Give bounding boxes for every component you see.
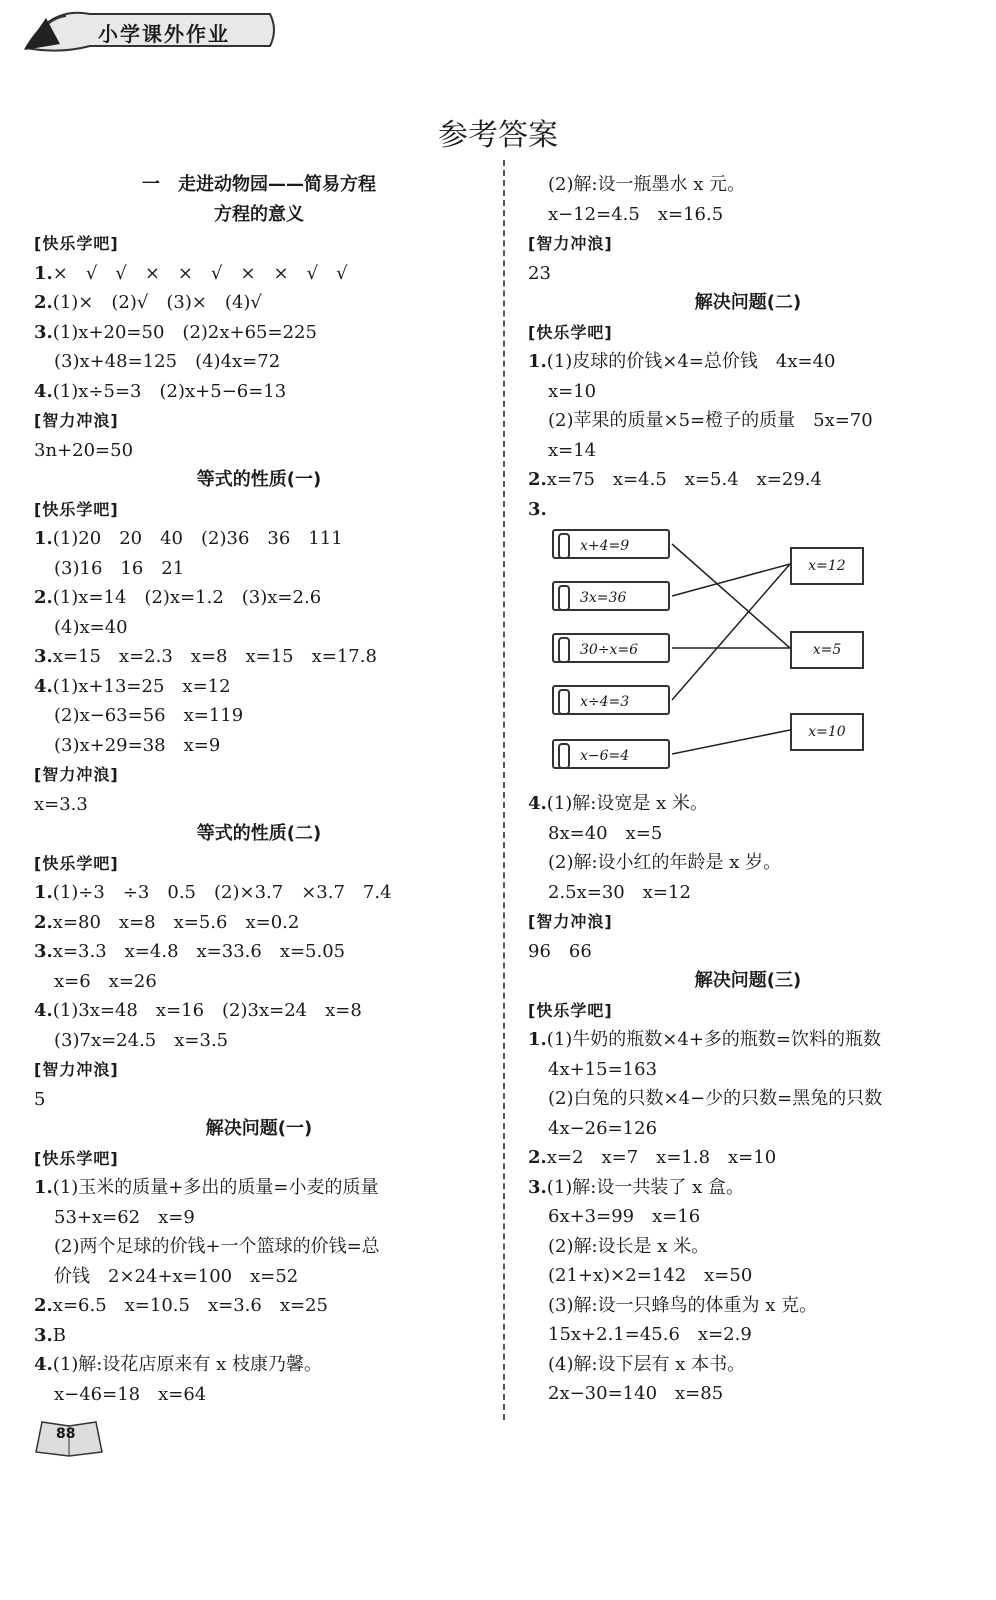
answer-text: (2)解:设长是 x 米。 [548, 1235, 710, 1257]
question-number: 4. [34, 675, 53, 697]
answer-text: (1)÷3 ÷3 0.5 (2)×3.7 ×3.7 7.4 [52, 882, 392, 903]
answer-text: (2)解:设小红的年龄是 x 岁。 [548, 852, 782, 873]
section-tag: [快乐学吧] [34, 1148, 119, 1168]
answer-text: 23 [528, 262, 551, 284]
header-title: 小学课外作业 [98, 22, 230, 46]
answer-line [528, 1261, 968, 1291]
answer-text: x=3.3 x=4.8 x=33.6 x=5.05 [52, 941, 346, 962]
answer-text: (2)白兔的只数×4−少的只数=黑兔的只数 [548, 1088, 883, 1109]
answer-text: (1)解:设宽是 x 米。 [546, 793, 708, 814]
section-tag: [快乐学吧] [34, 853, 119, 873]
section-tag: [快乐学吧] [34, 499, 119, 519]
column-divider [503, 160, 505, 1420]
equation-scroll-4: x÷4=3 [552, 685, 670, 715]
page-title: 参考答案 [438, 118, 558, 153]
answer-line [34, 613, 484, 643]
equation-scroll-1: x+4=9 [552, 529, 670, 559]
answer-text: (1)牛奶的瓶数×4+多的瓶数=饮料的瓶数 [546, 1029, 881, 1050]
question-number: 2. [34, 292, 53, 313]
question-number: 1. [528, 351, 547, 372]
answer-text: x=75 x=4.5 x=5.4 x=29.4 [546, 469, 822, 490]
answer-line [34, 1203, 484, 1233]
section-tag: [智力冲浪] [34, 411, 119, 430]
answer-text: (3)7x=24.5 x=3.5 [54, 1029, 229, 1051]
answer-line [34, 642, 484, 672]
answer-line [34, 288, 484, 318]
answer-line [528, 937, 968, 967]
section-heading: 等式的性质(一) [196, 469, 322, 490]
answer-line [528, 1379, 968, 1409]
equation-scroll-3: 30÷x=6 [552, 633, 670, 663]
answer-line [528, 170, 968, 200]
answer-text: (3)解:设一只蜂鸟的体重为 x 克。 [548, 1294, 818, 1316]
question-number: 3. [34, 321, 53, 343]
answer-line [34, 908, 484, 938]
answer-text: x=14 [548, 439, 597, 461]
answer-line [528, 789, 968, 819]
answer-line [528, 1143, 968, 1173]
answer-line [528, 1320, 968, 1350]
answer-text: (2)x−63=56 x=119 [54, 705, 244, 726]
question-number: 1. [34, 882, 53, 903]
answer-text: (1)3x=48 x=16 (2)3x=24 x=8 [52, 1000, 362, 1021]
answer-line [528, 819, 968, 849]
answer-text: (21+x)×2=142 x=50 [548, 1265, 753, 1286]
answer-line [528, 259, 968, 289]
answer-line [528, 878, 968, 908]
answer-text: 8x=40 x=5 [548, 822, 663, 844]
answer-line [34, 1085, 484, 1115]
answer-line [34, 1262, 484, 1292]
question-number: 2. [34, 1295, 53, 1316]
answer-line [34, 1380, 484, 1410]
question-number: 4. [34, 1354, 53, 1375]
answer-text: (1)× (2)√ (3)× (4)√ [52, 292, 262, 313]
question-number: 3. [528, 498, 547, 520]
answer-box-1: x=12 [790, 547, 864, 585]
answer-line [34, 377, 484, 407]
answer-text: 2x−30=140 x=85 [548, 1383, 724, 1404]
answer-text: × √ √ × × √ × × √ √ [52, 262, 348, 284]
answer-line [34, 524, 484, 554]
answer-text: (2)苹果的质量×5=橙子的质量 5x=70 [548, 410, 873, 431]
question-number: 4. [528, 793, 547, 814]
answer-line [34, 790, 484, 820]
right-column-top [528, 170, 968, 524]
answer-line [34, 937, 484, 967]
section-tag: [快乐学吧] [528, 322, 613, 342]
answer-text: (2)两个足球的价钱+一个篮球的价钱=总 [54, 1236, 380, 1257]
question-number: 1. [34, 1177, 53, 1198]
answer-line [528, 1173, 968, 1203]
answer-line [34, 347, 484, 377]
answer-text: 3n+20=50 [34, 439, 134, 461]
section-tag: [快乐学吧] [34, 234, 119, 253]
header-banner [20, 4, 280, 56]
question-number: 1. [528, 1029, 547, 1050]
answer-text: (3)x+29=38 x=9 [54, 734, 221, 756]
answer-text: (1)x+13=25 x=12 [52, 675, 231, 697]
answer-line [528, 1025, 968, 1055]
answer-line [34, 259, 484, 289]
answer-text: (2)解:设一瓶墨水 x 元。 [548, 174, 746, 195]
answer-line [528, 1291, 968, 1321]
answer-text: x=15 x=2.3 x=8 x=15 x=17.8 [52, 646, 377, 667]
answer-line [528, 436, 968, 466]
answer-line [528, 1114, 968, 1144]
question-number: 3. [34, 1324, 53, 1346]
answer-line [528, 377, 968, 407]
answer-line [528, 848, 968, 878]
answer-line [528, 1350, 968, 1380]
answer-text: (4)解:设下层有 x 本书。 [548, 1353, 746, 1375]
answer-line [528, 347, 968, 377]
right-column-bottom [528, 789, 968, 1409]
matching-diagram [528, 524, 968, 789]
answer-text: (1)解:设一共装了 x 盒。 [546, 1176, 744, 1198]
answer-line [528, 406, 968, 436]
question-number: 2. [528, 1147, 547, 1168]
match-line-5 [672, 730, 790, 754]
answer-line [34, 1173, 484, 1203]
answer-line [34, 672, 484, 702]
left-column [34, 170, 484, 1409]
answer-text: x−46=18 x=64 [54, 1383, 207, 1405]
answer-text: x=2 x=7 x=1.8 x=10 [546, 1147, 777, 1168]
answer-text: (1)x=14 (2)x=1.2 (3)x=2.6 [52, 587, 322, 608]
match-line-2 [672, 564, 790, 596]
question-number: 2. [528, 469, 547, 490]
answer-text: (1)x+20=50 (2)2x+65=225 [52, 321, 317, 343]
answer-text: x−12=4.5 x=16.5 [548, 203, 724, 225]
answer-text: 15x+2.1=45.6 x=2.9 [548, 1324, 752, 1345]
answer-text: (3)16 16 21 [54, 557, 185, 579]
answer-line [528, 1232, 968, 1262]
question-number: 3. [528, 1176, 547, 1198]
answer-line [34, 1026, 484, 1056]
answer-text: x=10 [548, 380, 597, 402]
answer-line [34, 701, 484, 731]
answer-text: x=6 x=26 [54, 970, 157, 992]
answer-text: B [52, 1324, 67, 1346]
answer-text: x=6.5 x=10.5 x=3.6 x=25 [52, 1295, 328, 1316]
section-tag: [智力冲浪] [528, 912, 613, 931]
section-heading: 一 走进动物园——简易方程 [142, 174, 376, 195]
answer-line [34, 878, 484, 908]
answer-line [34, 318, 484, 348]
answer-line [34, 436, 484, 466]
answer-text: (1)玉米的质量+多出的质量=小麦的质量 [52, 1177, 379, 1198]
question-number: 2. [34, 911, 53, 933]
answer-line [34, 996, 484, 1026]
answer-text: (1)x÷5=3 (2)x+5−6=13 [52, 380, 287, 402]
answer-text: 5 [34, 1088, 46, 1110]
answer-line [34, 554, 484, 584]
answer-text: (1)皮球的价钱×4=总价钱 4x=40 [546, 351, 836, 372]
answer-text: 2.5x=30 x=12 [548, 881, 691, 903]
answer-line [528, 200, 968, 230]
answer-text: (4)x=40 [54, 616, 128, 638]
answer-line [528, 495, 968, 525]
section-tag: [智力冲浪] [34, 1060, 119, 1079]
answer-text: 96 66 [528, 940, 592, 962]
answer-text: (1)20 20 40 (2)36 36 111 [52, 528, 343, 549]
answer-line [34, 583, 484, 613]
answer-text: 53+x=62 x=9 [54, 1206, 195, 1228]
answer-line [34, 1321, 484, 1351]
question-number: 4. [34, 1000, 53, 1021]
answer-text: x=80 x=8 x=5.6 x=0.2 [52, 911, 300, 933]
section-heading: 解决问题(二) [694, 292, 802, 313]
equation-scroll-2: 3x=36 [552, 581, 670, 611]
answer-text: 4x−26=126 [548, 1117, 658, 1139]
answer-box-3: x=10 [790, 713, 864, 751]
section-heading: 方程的意义 [214, 203, 304, 225]
answer-text: (1)解:设花店原来有 x 枝康乃馨。 [52, 1354, 322, 1375]
section-heading: 解决问题(三) [694, 970, 802, 991]
section-tag: [智力冲浪] [34, 765, 119, 784]
question-number: 1. [34, 528, 53, 549]
question-number: 2. [34, 587, 53, 608]
page-number-badge [34, 1418, 104, 1458]
section-tag: [智力冲浪] [528, 234, 613, 253]
answer-line [528, 1055, 968, 1085]
answer-line [528, 465, 968, 495]
question-number: 3. [34, 941, 53, 962]
question-number: 4. [34, 380, 53, 402]
answer-text: 价钱 2×24+x=100 x=52 [54, 1265, 299, 1287]
answer-line [34, 967, 484, 997]
answer-box-2: x=5 [790, 631, 864, 669]
answer-text: 4x+15=163 [548, 1058, 658, 1080]
answer-text: (3)x+48=125 (4)4x=72 [54, 351, 281, 372]
answer-line [34, 1350, 484, 1380]
question-number: 3. [34, 646, 53, 667]
section-heading: 等式的性质(二) [196, 823, 322, 844]
section-tag: [快乐学吧] [528, 1000, 613, 1020]
answer-text: x=3.3 [34, 793, 88, 815]
answer-line [34, 1232, 484, 1262]
answer-line [528, 1084, 968, 1114]
right-column [528, 170, 968, 1409]
answer-text: 6x+3=99 x=16 [548, 1206, 701, 1227]
section-heading: 解决问题(一) [205, 1118, 313, 1139]
page-number: 88 [56, 1426, 76, 1442]
answer-line [528, 1202, 968, 1232]
question-number: 1. [34, 262, 53, 284]
answer-line [34, 1291, 484, 1321]
answer-line [34, 731, 484, 761]
equation-scroll-5: x−6=4 [552, 739, 670, 769]
